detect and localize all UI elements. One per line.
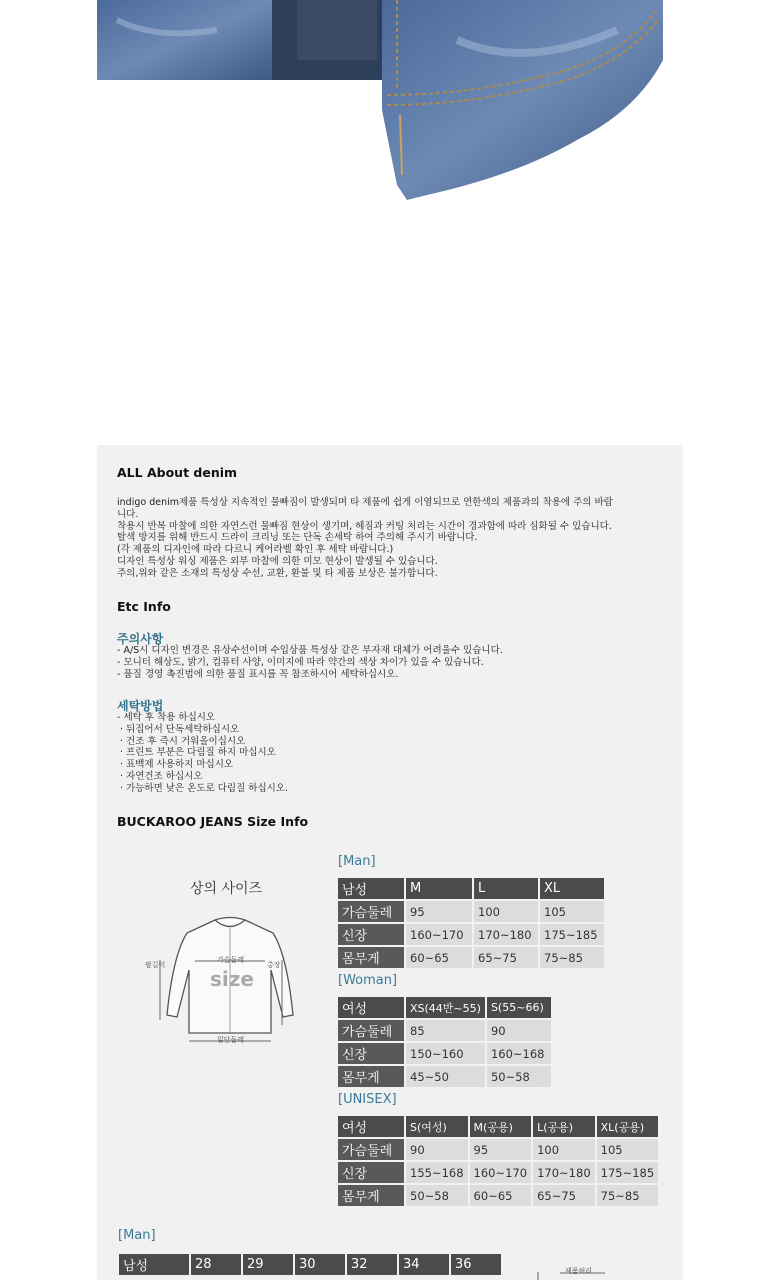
- unisex-cell: 60~65: [470, 1185, 532, 1206]
- man-size-table: [336, 876, 606, 970]
- woman-row-label: 몸무게: [338, 1066, 404, 1087]
- unisex-header-cell: L(공용): [533, 1116, 595, 1137]
- woman-row-label: 가슴둘레: [338, 1020, 404, 1041]
- unisex-cell: 50~58: [406, 1185, 468, 1206]
- pants-man-header-cell: 34: [399, 1254, 449, 1275]
- pants-man-size-table: [117, 1252, 503, 1277]
- wash-body: - 세탁 후 착용 하십시오 · 뒤집어서 단독세탁하십시오 · 건조 후 즉시 거워올이십시오 · 프린트 부분은 다림질 하지 마십시오 · 표백제 사용하지 마십시오 · 자연건조 하십시오 · 가능하면 낮은 온도로 다림질 하십시오.: [117, 712, 288, 794]
- woman-cell: 90: [487, 1020, 551, 1041]
- unisex-header-cell: S(여성): [406, 1116, 468, 1137]
- man-header-cell: L: [474, 878, 538, 899]
- unisex-cell: 175~185: [597, 1162, 659, 1183]
- unisex-row-label: 몸무게: [338, 1185, 404, 1206]
- pants-man-header-cell: 32: [347, 1254, 397, 1275]
- pants-man-section-label: [Man]: [118, 1228, 156, 1243]
- man-cell: 75~85: [540, 947, 604, 968]
- woman-size-table: [336, 995, 553, 1089]
- man-row-label: 몸무게: [338, 947, 404, 968]
- diagram-title: 상의 사이즈: [190, 881, 263, 897]
- diagram-label-length: 총장: [267, 961, 281, 969]
- woman-section-label: [Woman]: [338, 973, 398, 988]
- man-cell: 60~65: [406, 947, 472, 968]
- man-cell: 160~170: [406, 924, 472, 945]
- unisex-header-cell: M(공용): [470, 1116, 532, 1137]
- unisex-cell: 155~168: [406, 1162, 468, 1183]
- unisex-cell: 65~75: [533, 1185, 595, 1206]
- top-size-diagram: [145, 875, 305, 1050]
- man-row-label: 가슴둘레: [338, 901, 404, 922]
- diagram-label-hem: 밑단둘레: [217, 1036, 245, 1044]
- man-section-label: [Man]: [338, 854, 376, 869]
- about-body: indigo denim제품 특성상 지속적인 물빠짐이 발생되며 타 제품에 쉽게 이염되므로 연한색의 제품과의 착용에 주의 바랍 니다. 착용시 반복 마찰에 의한 자연스런 물빠짐 현상이 생기며, 헤짐과 커팅 처리는 시간이 경과함에 따라 심화될 수 있습니다. 탈색 방지를 위해 반드시 드라이 크리닝 또는 단독 손세탁 하여 주의해 주시기 바랍니다. (각 제품의 디자인에 따라 다르니 케어라벨 확인 후 세탁 바랍니다.) 디자인 특성상 워싱 제품은 외부 마찰에 의한 미모 현상이 발생될 수 있습니다. 주의,위와 같은 소재의 특성상 수선, 교환, 환불 및 타 제품 보상은 불가합니다.: [117, 497, 613, 579]
- unisex-header-cell: 여성: [338, 1116, 404, 1137]
- pants-man-header-cell: 28: [191, 1254, 241, 1275]
- man-cell: 100: [474, 901, 538, 922]
- woman-cell: 85: [406, 1020, 485, 1041]
- man-cell: 170~180: [474, 924, 538, 945]
- unisex-cell: 95: [470, 1139, 532, 1160]
- woman-header-cell: 여성: [338, 997, 404, 1018]
- man-cell: 95: [406, 901, 472, 922]
- pants-man-header-cell: 30: [295, 1254, 345, 1275]
- woman-cell: 45~50: [406, 1066, 485, 1087]
- etc-title: Etc Info: [117, 599, 171, 614]
- pants-man-header-cell: 남성: [119, 1254, 189, 1275]
- wash-title: 세탁방법: [117, 699, 164, 713]
- pants-outline-icon: [530, 1270, 620, 1280]
- woman-header-cell: S(55~66): [487, 997, 551, 1018]
- caution-title: 주의사항: [117, 632, 164, 646]
- unisex-cell: 75~85: [597, 1185, 659, 1206]
- caution-body: - A/S시 디자인 변경은 유상수선이며 수입상품 특성상 같은 부자재 대체가 어려울수 있습니다. - 모니터 해상도, 밝기, 컴퓨터 사양, 이미지에 따라 약간의 색상 차이가 있을 수 있습니다. - 품질 경영 촉진법에 의한 품질 표시를 꼭 참조하시어 세탁하십시오.: [117, 645, 503, 680]
- woman-row-label: 신장: [338, 1043, 404, 1064]
- man-row-label: 신장: [338, 924, 404, 945]
- pants-man-header-cell: 36: [451, 1254, 501, 1275]
- unisex-row-label: 신장: [338, 1162, 404, 1183]
- man-header-cell: XL: [540, 878, 604, 899]
- woman-header-cell: XS(44반~55): [406, 997, 485, 1018]
- unisex-section-label: [UNISEX]: [338, 1092, 397, 1107]
- diagram-center-text: size: [210, 967, 254, 991]
- man-header-cell: 남성: [338, 878, 404, 899]
- man-cell: 105: [540, 901, 604, 922]
- man-header-cell: M: [406, 878, 472, 899]
- unisex-cell: 160~170: [470, 1162, 532, 1183]
- unisex-row-label: 가슴둘레: [338, 1139, 404, 1160]
- woman-cell: 150~160: [406, 1043, 485, 1064]
- unisex-cell: 90: [406, 1139, 468, 1160]
- woman-cell: 50~58: [487, 1066, 551, 1087]
- unisex-header-cell: XL(공용): [597, 1116, 659, 1137]
- woman-cell: 160~168: [487, 1043, 551, 1064]
- man-cell: 175~185: [540, 924, 604, 945]
- denim-product-photo: [97, 0, 667, 205]
- unisex-cell: 100: [533, 1139, 595, 1160]
- about-title: ALL About denim: [117, 465, 238, 480]
- unisex-cell: 105: [597, 1139, 659, 1160]
- diagram-label-chest: 가슴둘레: [217, 956, 245, 964]
- unisex-cell: 170~180: [533, 1162, 595, 1183]
- unisex-size-table: [336, 1114, 660, 1208]
- size-info-title: BUCKAROO JEANS Size Info: [117, 814, 309, 829]
- man-cell: 65~75: [474, 947, 538, 968]
- pants-diagram-label: 제품허리: [565, 1267, 593, 1275]
- diagram-label-sleeve: 팔길이: [145, 961, 166, 969]
- pants-man-header-cell: 29: [243, 1254, 293, 1275]
